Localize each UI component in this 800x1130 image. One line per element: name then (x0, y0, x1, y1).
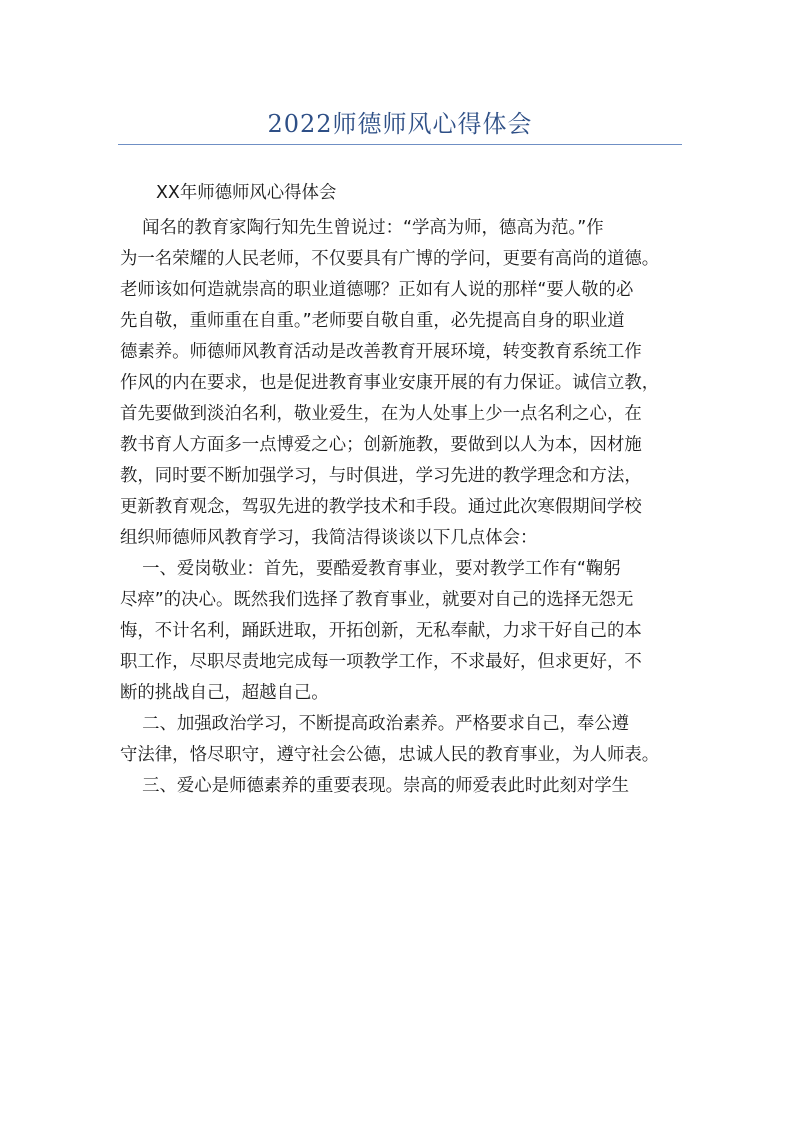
body-line-5: 德素养。师德师风教育活动是改善教育开展环境，转变教育系统工作 (120, 342, 642, 362)
body-line-4: 先自敬，重师重在自重。”老师要自敬自重，必先提高自身的职业道 (120, 311, 625, 331)
body-line-2: 为一名荣耀的人民老师，不仅要具有广博的学问，更要有高尚的道德。 (120, 249, 660, 269)
body-line-3: 老师该如何造就崇高的职业道德哪？正如有人说的那样“要人敬的必 (120, 280, 634, 300)
body-line-12: 一、爱岗敬业：首先，要酷爱教育事业，要对教学工作有“鞠躬 (120, 559, 621, 579)
body-line-16: 断的挑战自己，超越自己。 (120, 683, 329, 703)
body-line-17: 二、加强政治学习，不断提高政治素养。严格要求自己，奉公遵 (120, 714, 630, 734)
subheading: XX年师德师风心得体会 (156, 183, 337, 203)
document-body (120, 178, 686, 802)
body-line-1: 闻名的教育家陶行知先生曾说过：“学高为师，德高为范。”作 (120, 218, 604, 238)
body-line-18: 守法律，恪尽职守，遵守社会公德，忠诚人民的教育事业，为人师表。 (120, 745, 660, 765)
body-line-14: 悔，不计名利，踊跃进取，开拓创新，无私奉献，力求干好自己的本 (120, 621, 642, 641)
document-title: 2022师德师风心得体会 (267, 110, 533, 138)
body-line-7: 首先要做到淡泊名利，敬业爱生，在为人处事上少一点名利之心，在 (120, 404, 642, 424)
body-line-15: 职工作，尽职尽责地完成每一项教学工作，不求最好，但求更好，不 (120, 652, 642, 672)
body-line-13: 尽瘁”的决心。既然我们选择了教育事业，就要对自己的选择无怨无 (120, 590, 634, 610)
body-line-19: 三、爱心是师德素养的重要表现。崇高的师爱表此时此刻对学生 (120, 776, 630, 796)
body-line-6: 作风的内在要求，也是促进教育事业安康开展的有力保证。诚信立教， (120, 373, 660, 393)
title-underline (118, 144, 682, 145)
body-line-10: 更新教育观念，驾驭先进的教学技术和手段。通过此次寒假期间学校 (120, 497, 642, 517)
body-line-8: 教书育人方面多一点博爱之心；创新施教，要做到以人为本，因材施 (120, 435, 642, 455)
body-line-9: 教，同时要不断加强学习，与时俱进，学习先进的教学理念和方法， (120, 466, 642, 486)
body-line-11: 组织师德师风教育学习，我简洁得谈谈以下几点体会： (120, 528, 538, 548)
